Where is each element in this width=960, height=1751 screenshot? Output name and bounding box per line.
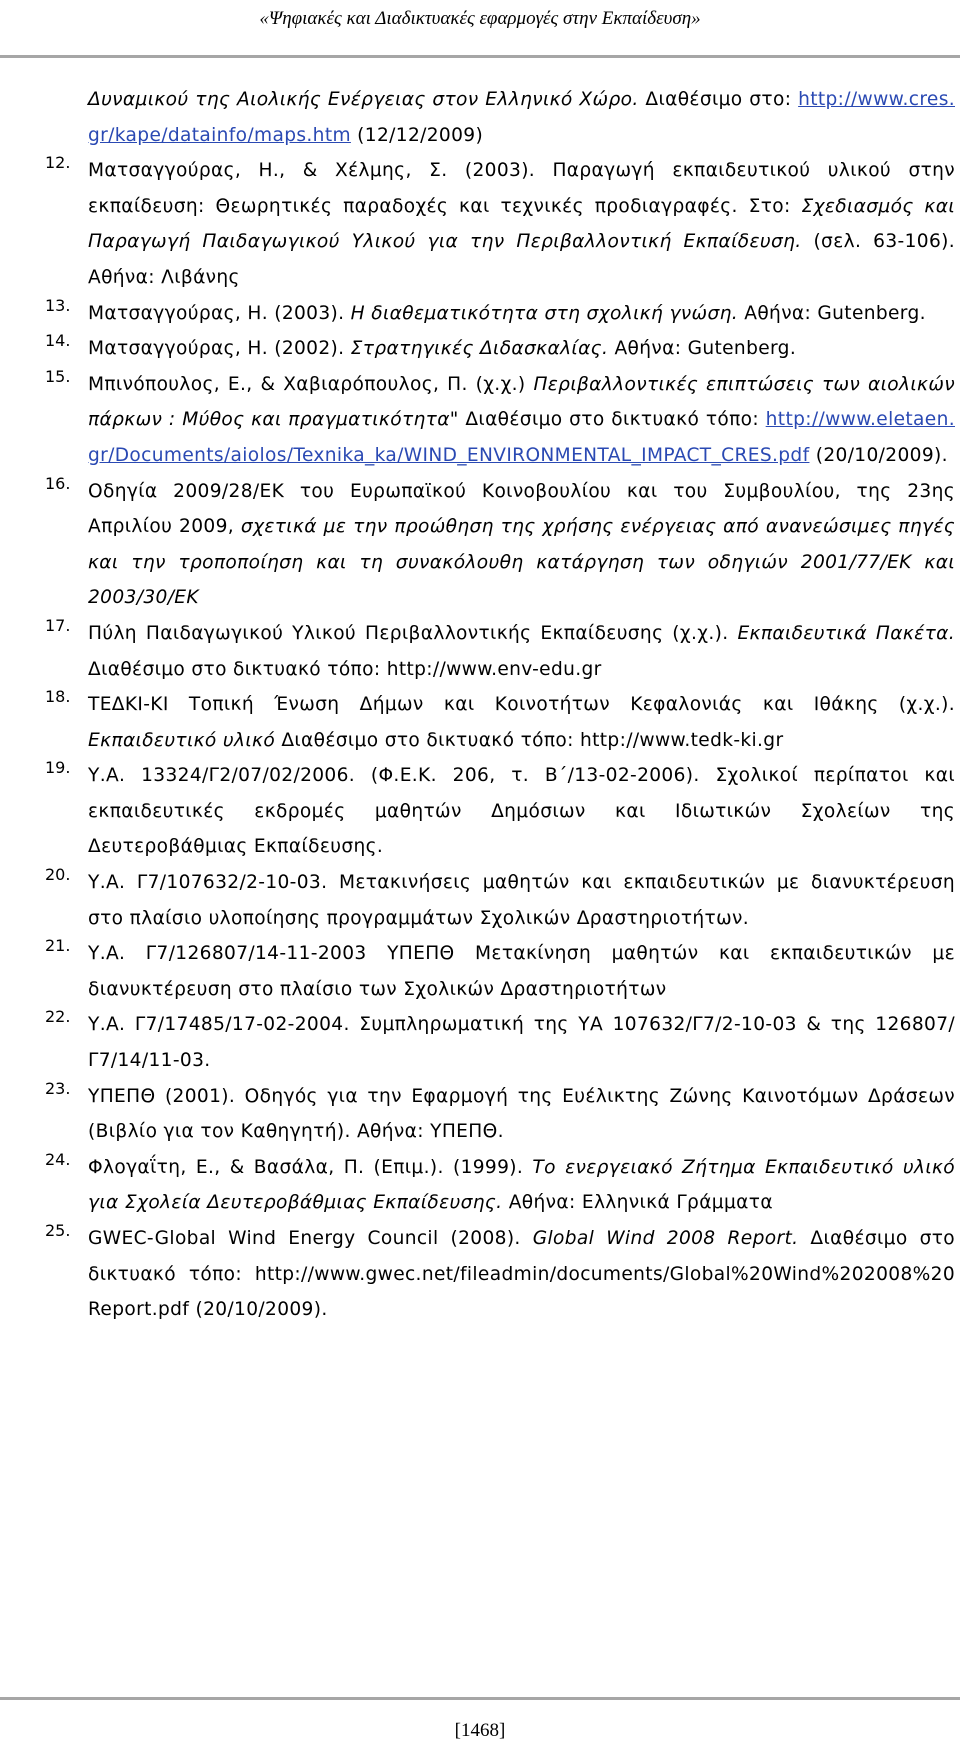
reference-segment: Αθήνα: Gutenberg. (608, 338, 797, 360)
reference-segment: ΥΠΕΠΘ (2001). Οδηγός για την Εφαρμογή της Ευέλικτης Ζώνης Καινοτόμων Δράσεων (Βιβλίο για τον Καθηγητή). Αθήνα: ΥΠΕΠΘ. (88, 1085, 955, 1143)
reference-number: 22. (45, 1007, 71, 1027)
reference-item (0, 367, 960, 474)
reference-link[interactable]: http://www.eletaen.gr/Documents/aiolos/Texnika_ka/WIND_ENVIRONMENTAL_IMPACT_CRES.pdf (88, 409, 955, 466)
reference-segment: Οδηγία 2009/28/ΕΚ του Ευρωπαϊκού Κοινοβουλίου και του Συμβουλίου, της 23ης Απριλίου 2009, (88, 480, 955, 538)
reference-number: 24. (45, 1149, 71, 1169)
reference-list (0, 82, 960, 1328)
reference-item (0, 1150, 960, 1221)
reference-number: 20. (45, 865, 71, 885)
reference-item (0, 474, 960, 616)
reference-number: 21. (45, 936, 71, 956)
reference-text (88, 616, 955, 687)
reference-number: 13. (45, 295, 71, 315)
reference-text (88, 367, 955, 474)
reference-segment: Διαθέσιμο στο δικτυακό τόπο: http://www.env-edu.gr (88, 658, 602, 680)
reference-text (88, 474, 955, 616)
reference-title: Η διαθεματικότητα στη σχολική γνώση. (350, 302, 738, 324)
reference-text (88, 1150, 955, 1221)
reference-number: 16. (45, 473, 71, 493)
reference-title: Το ενεργειακό Ζήτημα Εκπαιδευτικό υλικό για Σχολεία Δευτεροβάθμιας Εκπαίδευσης. (88, 1156, 956, 1214)
page-number: [1468] (454, 1720, 506, 1741)
reference-text (88, 331, 955, 367)
reference-item (0, 865, 960, 936)
reference-item (0, 687, 960, 758)
reference-segment: Μπινόπουλος, Ε., & Χαβιαρόπουλος, Π. (χ.χ.) (88, 373, 534, 395)
reference-text (88, 936, 955, 1007)
reference-title: Δυναμικού της Αιολικής Ενέργειας στον Ελληνικό Χώρο. (88, 89, 639, 110)
reference-item (0, 936, 960, 1007)
reference-number: 18. (45, 687, 71, 707)
reference-title: Σχεδιασμός και Παραγωγή Παιδαγωγικού Υλικού για την Περιβαλλοντική Εκπαίδευση. (88, 195, 955, 253)
reference-segment: (σελ. 63-106). Αθήνα: Λιβάνης (88, 231, 955, 288)
reference-text (88, 153, 955, 295)
reference-text (88, 758, 955, 865)
reference-segment: Υ.Α. 13324/Γ2/07/02/2006. (Φ.Ε.Κ. 206, τ. Β΄/13-02-2006). Σχολικοί περίπατοι και εκπαιδευτικές εκδρομές μαθητών Δημόσιων και Ιδιωτικών Σχολείων της Δευτεροβάθμιας Εκπαίδευσης. (88, 765, 955, 858)
reference-title: Εκπαιδευτικό υλικό (88, 729, 276, 751)
reference-item (0, 758, 960, 865)
reference-segment: Ματσαγγούρας, Η., & Χέλμης, Σ. (2003). Παραγωγή εκπαιδευτικού υλικού στην εκπαίδευση: Θεωρητικές παραδοχές και τεχνικές προδιαγραφές. Στο: (88, 160, 955, 217)
reference-item (0, 1079, 960, 1150)
reference-segment: Υ.Α. Γ7/17485/17-02-2004. Συμπληρωματική της ΥΑ 107632/Γ7/2-10-03 & της 126807/Γ7/14/11-03. (88, 1014, 955, 1072)
reference-text (88, 865, 955, 936)
reference-segment: ΤΕΔΚΙ-ΚΙ Τοπική Ένωση Δήμων και Κοινοτήτων Κεφαλονιάς και Ιθάκης (χ.χ.). (88, 694, 955, 716)
reference-title: Global Wind 2008 Report. (532, 1228, 799, 1249)
reference-number: 25. (45, 1221, 71, 1240)
reference-segment: Διαθέσιμο στο: (638, 89, 799, 110)
reference-item (0, 82, 960, 153)
reference-segment: Υ.Α. Γ7/126807/14-11-2003 ΥΠΕΠΘ Μετακίνηση μαθητών και εκπαιδευτικών με διανυκτέρευση στο πλαίσιο των Σχολικών Δραστηριοτήτων (88, 943, 955, 1000)
reference-segment: Αθήνα: Gutenberg. (738, 302, 926, 324)
reference-text (88, 1079, 955, 1150)
reference-segment: Διαθέσιμο στο δικτυακό τόπο: http://www.gwec.net/fileadmin/documents/Global%20Wind%202008%20 Report.pdf (20/10/2009). (88, 1228, 955, 1321)
reference-number: 17. (45, 615, 71, 635)
reference-segment: Διαθέσιμο στο δικτυακό τόπο: (458, 409, 766, 431)
reference-text (88, 1007, 955, 1078)
reference-link[interactable]: http://www.cres.gr/kape/datainfo/maps.htm (88, 89, 955, 146)
reference-text (88, 296, 955, 332)
reference-number: 19. (45, 758, 71, 778)
footer-rule (0, 1697, 960, 1700)
reference-segment: GWEC-Global Wind Energy Council (2008). (88, 1228, 533, 1249)
reference-text (88, 687, 955, 758)
reference-title: Στρατηγικές Διδασκαλίας. (350, 338, 609, 360)
reference-segment: (20/10/2009). (809, 444, 948, 466)
reference-number: 12. (45, 153, 71, 173)
reference-title: Εκπαιδευτικά Πακέτα. (737, 622, 955, 644)
reference-item (0, 296, 960, 332)
reference-segment: Ματσαγγούρας, Η. (2003). (88, 302, 351, 324)
reference-item (0, 331, 960, 367)
reference-segment: Αθήνα: Ελληνικά Γράμματα (502, 1192, 773, 1214)
reference-item (0, 153, 960, 295)
reference-segment: Διαθέσιμο στο δικτυακό τόπο: http://www.tedk-ki.gr (275, 729, 784, 751)
reference-number: 15. (45, 366, 71, 386)
reference-segment: Φλογαΐτη, Ε., & Βασάλα, Π. (Επιμ.). (1999). (88, 1156, 533, 1178)
reference-segment: Υ.Α. Γ7/107632/2-10-03. Μετακινήσεις μαθητών και εκπαιδευτικών με διανυκτέρευση στο πλαίσιο υλοποίησης προγραμμάτων Σχολικών Δραστηριοτήτων. (88, 872, 955, 929)
reference-title: Περιβαλλοντικές επιπτώσεις των αιολικών πάρκων : Μύθος και πραγματικότητα" (88, 373, 955, 431)
reference-item (0, 1007, 960, 1078)
reference-segment: Πύλη Παιδαγωγικού Υλικού Περιβαλλοντικής Εκπαίδευσης (χ.χ.). (88, 622, 738, 644)
header-rule (0, 55, 960, 58)
reference-item (0, 616, 960, 687)
reference-number: 23. (45, 1078, 71, 1098)
reference-text (88, 1221, 955, 1328)
reference-title: σχετικά με την προώθηση της χρήσης ενέργειας από ανανεώσιμες πηγές και την τροποποίηση και τη συνακόλουθη κατάργηση των οδηγιών 2001/77/ΕΚ και 2003/30/ΕΚ (88, 516, 955, 609)
reference-segment: Ματσαγγούρας, Η. (2002). (88, 338, 351, 360)
page-header: «Ψηφιακές και Διαδικτυακές εφαρμογές στην Εκπαίδευση» (259, 8, 701, 29)
reference-segment: (12/12/2009) (350, 124, 484, 146)
reference-item (0, 1221, 960, 1328)
reference-text (88, 82, 955, 153)
reference-number: 14. (45, 331, 71, 351)
